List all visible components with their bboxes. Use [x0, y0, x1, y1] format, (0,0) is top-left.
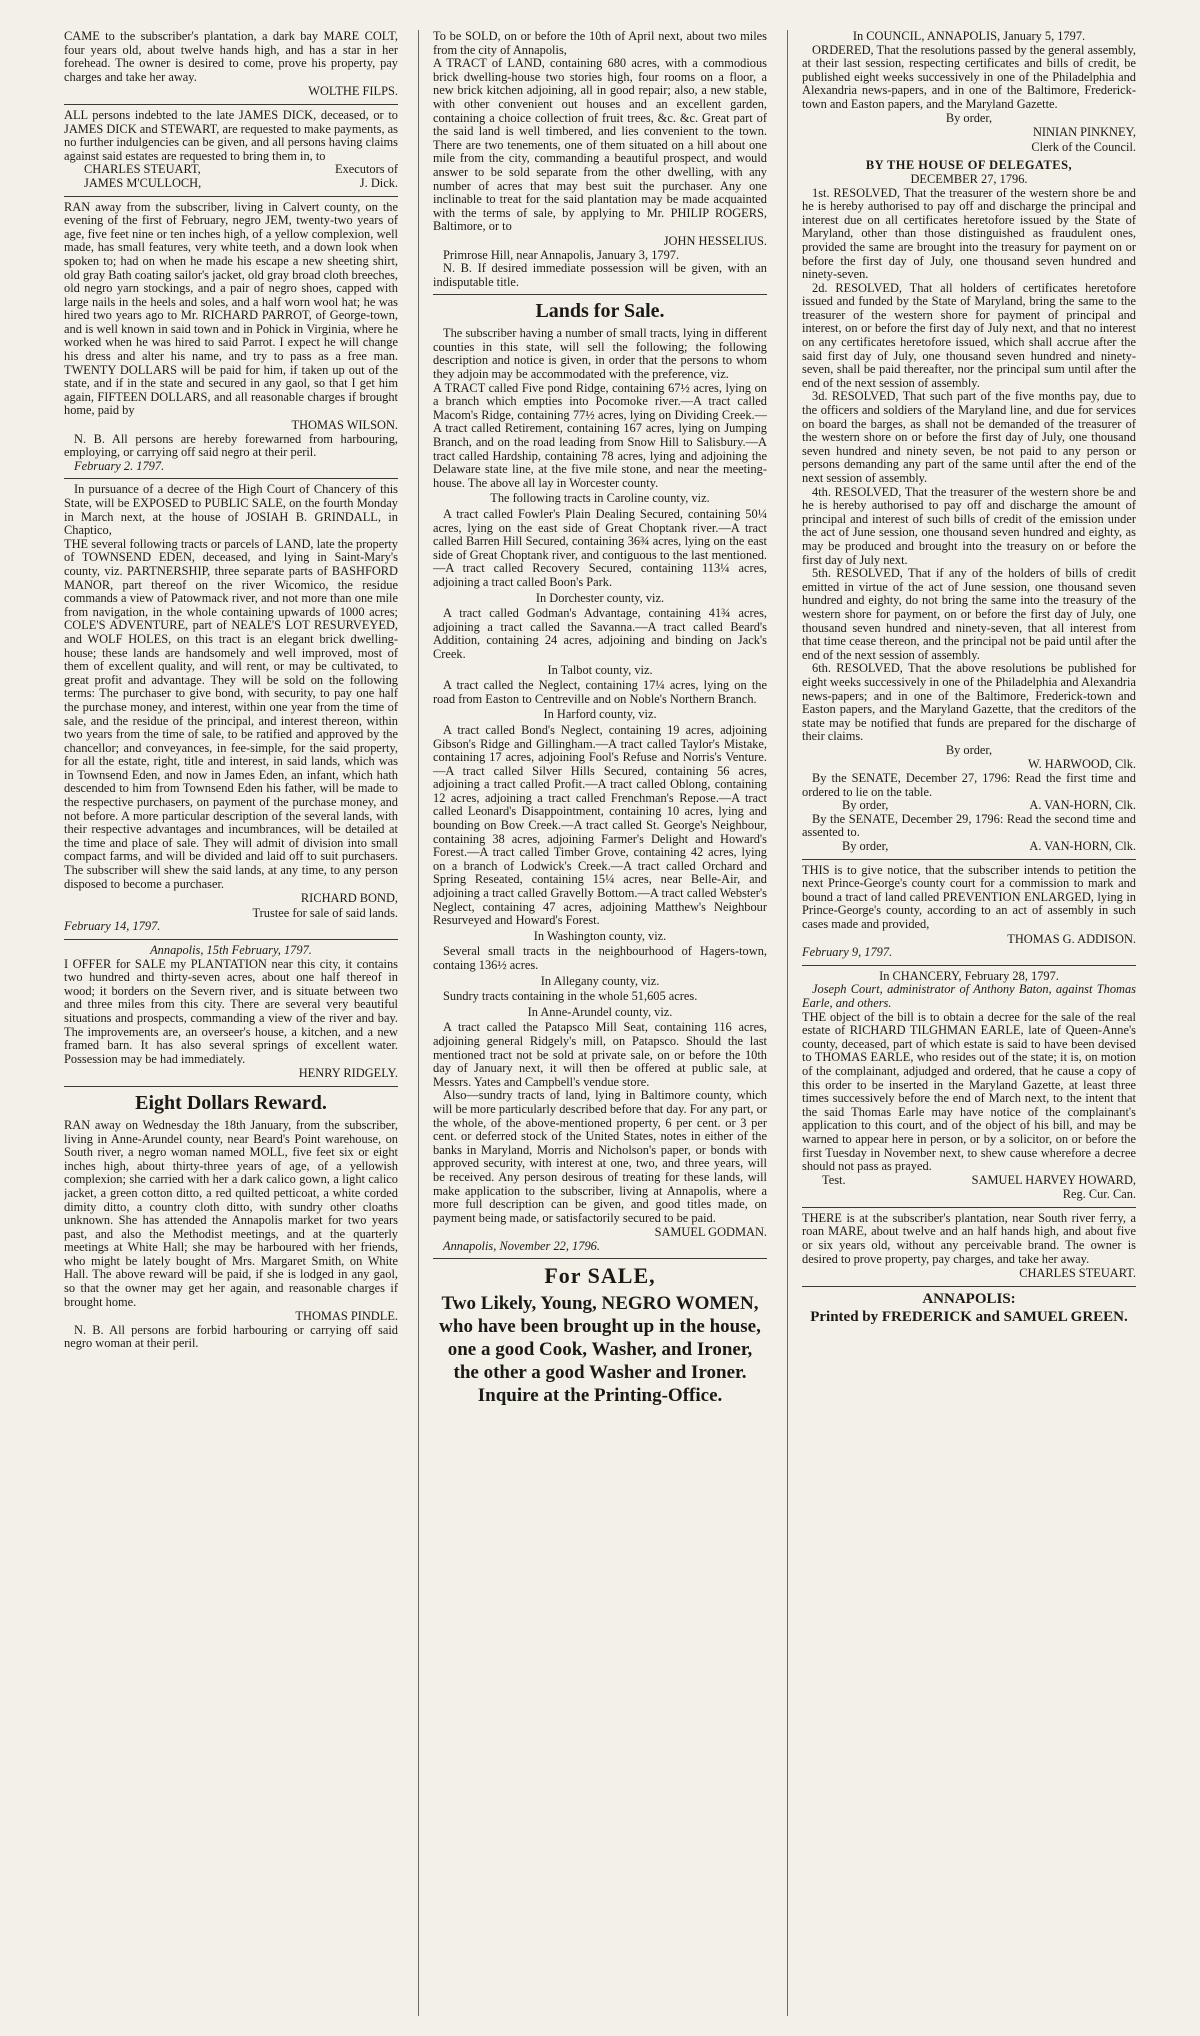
ad-text: I OFFER for SALE my PLANTATION near this city, it contains two hundred and thirty-seven acres, about one half thereof in wood; it borders on the Severn river, and is situate between two and three miles from this city. There are several very beautiful situations and prospects, commanding a view of the river and bay. The improvements are, an overseer's house, a kitchen, and a new framed barn. It has also several springs of excellent water. Possession may be had immediately.	[64, 956, 398, 1066]
ad-signature: THOMAS PINDLE.	[295, 1309, 398, 1324]
resolution-3: 3d. RESOLVED, That such part of the five months pay, due to the officers and soldiers of the Maryland line, and due for services on board the barges, as shall not be demanded of the treasurer of the western shore on or before the first day of July, one thousand seven hundred and ninety seven, be not paid to any person or persons demanding any part of the same until after the end of the next session of assembly.	[802, 389, 1136, 485]
ad-signature: WOLTHE FILPS.	[308, 84, 398, 99]
divider	[802, 965, 1136, 966]
executor-role: Executors of	[335, 162, 398, 177]
ad-text: CAME to the subscriber's plantation, a dark bay MARE COLT, four years old, about twelve hands high, and has a star in her forehead. The owner is desired to come, prove his property, pay charges and take her away.	[64, 30, 398, 84]
divider	[64, 1086, 398, 1087]
ad-ridgely-plantation	[64, 944, 398, 1081]
resolution-2: 2d. RESOLVED, That all holders of certificates heretofore issued and funded by the State of Maryland, bring the same to the treasurer of the western shore for payment of principal and interest, on or before the first day of July next, and that no interest on any certificates heretofore issued, which shall accrue after the said first day of July, one thousand seven hundred and ninety-seven, shall be paid thereafter, nor the principal sum until after the end of the next session of assembly.	[802, 280, 1136, 390]
senate-note: By the SENATE, December 27, 1796: Read the first time and ordered to lie on the table.	[802, 771, 1136, 799]
ad-house-of-delegates	[802, 159, 1136, 853]
harford-tracts: A tract called Bond's Neglect, containing 19 acres, adjoining Gibson's Ridge and Gillingham.—A tract called Taylor's Mistake, containing 17 acres, adjoining Fool's Refuse and Norris's Venture.—A tract called Silver Hills Secured, containing 56 acres, adjoining a tract called Profit.—A tract called Oblong, containing 12 acres, adjoining a tract called Frenchman's Repose.—A tract called Leonard's Disappointment, containing 10 acres, lying and bounding on Bow Creek.—A tract called St. George's Neighbour, containing 38 acres, adjoining Farmer's Delight and Howard's Forest.—A tract called Timber Grove, containing 42 acres, lying on a branch of Lodwick's Creek.—A tract called Orchard and Spring Reseated, containing 15¼ acres, near Belle-Air, and adjoining a tract called Gravelly Bottom.—A tract called Webster's Neglect, containing 47 acres, adjoining Matthew's Neighbour Resurveyed and Howard's Forest.	[433, 722, 767, 928]
divider	[433, 1258, 767, 1259]
ad-date: DECEMBER 27, 1796.	[910, 171, 1028, 186]
ad-signature: NINIAN PINKNEY,	[1032, 125, 1136, 140]
ad-eight-dollars-reward	[64, 1091, 398, 1351]
column-middle	[418, 30, 767, 2016]
ad-date: February 9, 1797.	[802, 945, 893, 960]
ad-text: THIS is to give notice, that the subscriber intends to petition the next Prince-George's county court for a commission to mark and bound a tract of land called PREVENTION ENLARGED, lying in Prince-George's county, according to an act of assembly in such cases made and provided,	[802, 862, 1136, 931]
signature-line	[802, 1174, 1136, 1188]
divider	[64, 104, 398, 105]
by-order: By order,	[945, 110, 993, 125]
ad-text: ORDERED, That the resolutions passed by the general assembly, at their last session, respecting certificates and bills of credit, be published eight weeks successively in one of the Philadelphia and Alexandria news-papers, and in one of the Baltimore, Frederick-town and Easton papers, and the Maryland Gazette.	[802, 42, 1136, 111]
ad-heading: For SALE,	[544, 1263, 656, 1289]
ad-signature-role: Trustee for sale of said lands.	[252, 905, 398, 920]
divider	[64, 939, 398, 940]
resolution-1: 1st. RESOLVED, That the treasurer of the western shore be and he is hereby authorised to pay off and discharge the principal and interest due on all certificates heretofore issued by the State of Maryland, other than those distinguished as fraudulent ones, provided the same are brought into the treasury for payment on or before the first day of July, one thousand seven hundred and ninety-seven.	[802, 185, 1136, 282]
ad-intro: To be SOLD, on or before the 10th of April next, about two miles from the city of Annapolis,	[433, 30, 767, 57]
ad-text: Two Likely, Young, NEGRO WOMEN, who have been brought up in the house, one a good Cook, Washer, and Ironer, the other a good Washer and Ironer. Inquire at the Printing-Office.	[439, 1293, 761, 1407]
ad-place-date: Primrose Hill, near Annapolis, January 3, 1797.	[443, 247, 680, 262]
ad-runaway-jem	[64, 201, 398, 474]
ad-signature: SAMUEL HARVEY HOWARD,	[971, 1172, 1136, 1187]
ad-intro: The subscriber having a number of small tracts, lying in different counties in this state, will sell the following; the following description and notice is given, in order that the persons to whom they adjoin may be accommodated with the preference, viz.	[433, 326, 767, 382]
ad-signature: A. VAN-HORN, Clk.	[1029, 839, 1136, 854]
county-heading: In Harford county, viz.	[543, 707, 657, 722]
county-heading: In Anne-Arundel county, viz.	[527, 1004, 673, 1019]
ad-signature-role: Clerk of the Council.	[1031, 139, 1136, 154]
ad-hesselius-land	[433, 30, 767, 289]
caroline-tracts: A tract called Fowler's Plain Dealing Secured, containing 50¼ acres, lying on the east side of Great Choptank river.—A tract called Barren Hill Secured, containing 36¾ acres, lying on the east side of Great Choptank river, and contiguous to the last mentioned.—A tract called Recovery Secured, containing 113¼ acres, adjoining a tract called Boon's Park.	[433, 507, 767, 589]
by-order: By order,	[842, 798, 889, 813]
ad-signature: W. HARWOOD, Clk.	[1028, 757, 1136, 772]
ad-text: A TRACT of LAND, containing 680 acres, with a commodious brick dwelling-house two stories high, four rooms on a floor, a new brick kitchen adjoining, all in good repair; also, a new stable, with other convenient out houses and an excellent garden, containing a choice collection of fruit trees, &c. &c. Great part of the said land is well timbered, and lies convenient to the town. There are two tenements, one of them situated on a hill about one mile from the city, commanding a beautiful prospect, and would answer to be sold separate from the other dwelling, with any number of acres that may best suit the purchaser. Any one inclinable to treat for the said plantation may be made acquainted with the terms of sale, by applying to Mr. PHILIP ROGERS, Baltimore, or to	[433, 56, 767, 234]
ad-heading: Lands for Sale.	[535, 300, 665, 323]
ad-text: RAN away from the subscriber, living in Calvert county, on the evening of the first of February, negro JEM, twenty-two years of age, five feet nine or ten inches high, of a yellow complexion, well made, has small features, very white teeth, and a down look when spoken to; had on when he made his escape a new sheeting shirt, old gray Bath coating sailor's jacket, old gray broad cloth breeches, old negro yarn stockings, and a pair of negro shoes, capped with large nails in the heels and soles, and a half worn wool hat; he was hired two years ago to Mr. RICHARD PARROT, of George-town, and is well known in said town and in Pohick in Virginia, where he worked when he was hired to said Parrot. I expect he will change his dress and alter his name, and try to pass as a free man. TWENTY DOLLARS will be paid for him, if taken up out of the state, and if in the state and secured in any gaol, so that I get him again, FIFTEEN DOLLARS, and all reasonable charges if brought home, paid by	[64, 199, 398, 418]
washington-tracts: Several small tracts in the neighbourhood of Hagers-town, containg 136½ acres.	[433, 944, 767, 972]
ad-chancery	[802, 970, 1136, 1202]
ad-dick-estate	[64, 109, 398, 191]
ad-dateline: Annapolis, 15th February, 1797.	[150, 943, 312, 957]
ad-date: February 14, 1797.	[64, 919, 161, 934]
county-heading: In Talbot county, viz.	[547, 662, 653, 677]
resolution-6: 6th. RESOLVED, That the above resolutions be published for eight weeks successively in one of the Philadelphia and Alexandria news-papers; and in one of the Baltimore, Frederick-town and Easton papers, and the Maryland Gazette, that the creditors of the state may be notified that funds are prepared for the discharge of their claims.	[802, 661, 1136, 744]
worcester-tracts: A TRACT called Five pond Ridge, containing 67½ acres, lying on a branch which empties into Pocomoke river.—A tract called Macom's Ridge, containing 77½ acres, lying on Dividing Creek.—A tract called Retirement, containing 167 acres, lying on Jumping Branch, and on the road leading from Snow Hill to Salisbury.—A tract called Hardship, containing 78 acres, lying and adjoining the Delaware state line, at the five mile stone, and near the meeting-house. The above all lay in Worcester county.	[433, 380, 767, 490]
ad-heading: In CHANCERY, February 28, 1797.	[879, 968, 1059, 983]
ad-signature: RICHARD BOND,	[300, 891, 398, 906]
columns	[64, 30, 1136, 2016]
ad-signature: JOHN HESSELIUS.	[663, 233, 767, 248]
ad-council-order	[802, 30, 1136, 154]
ad-signature: SAMUEL GODMAN.	[654, 1225, 767, 1240]
signature-block	[84, 163, 398, 177]
ad-signature: CHARLES STEUART.	[1019, 1266, 1136, 1281]
resolution-4: 4th. RESOLVED, That the treasurer of the western shore be and he is hereby authorised to pay off and discharge the amount of principal and interest of such bills of credit of the emission under the act of June session, one thousand seven hundred and eighty, as may be produced and brought into the treasury on or before the first day of July next.	[802, 484, 1136, 567]
ad-note: N. B. All persons are forbid harbouring or carrying off said negro woman at their peril.	[64, 1322, 398, 1351]
ad-heading: Eight Dollars Reward.	[135, 1091, 327, 1114]
imprint-printer: Printed by FREDERICK and SAMUEL GREEN.	[810, 1308, 1128, 1325]
ad-date: Annapolis, November 22, 1796.	[443, 1238, 600, 1253]
imprint-city: ANNAPOLIS:	[922, 1290, 1016, 1307]
county-heading: The following tracts in Caroline county, viz.	[490, 491, 710, 506]
ad-text: THERE is at the subscriber's plantation, near South river ferry, a roan MARE, about twelve and an half hands high, and about five or six years old, without any perceivable brand. The owner is desired to prove property, pay charges, and take her away.	[802, 1210, 1136, 1266]
ad-for-sale-negro-women	[433, 1263, 767, 1407]
ad-addison-petition	[802, 864, 1136, 960]
divider	[64, 196, 398, 197]
ad-eden-lands	[64, 483, 398, 934]
divider	[433, 294, 767, 295]
ad-stray-mare	[802, 1212, 1136, 1281]
ad-signature: THOMAS WILSON.	[291, 418, 398, 433]
county-heading: In Washington county, viz.	[533, 928, 667, 943]
ad-signature-role: Reg. Cur. Can.	[1062, 1187, 1136, 1202]
signature-line	[802, 799, 1136, 813]
ad-text: ALL persons indebted to the late JAMES DICK, deceased, or to JAMES DICK and STEWART, are requested to make payments, as no further indulgencies can be given, and all persons having claims against said estates are requested to bring them in, to	[64, 107, 398, 163]
ad-intro: In pursuance of a decree of the High Court of Chancery of this State, will be EXPOSED to PUBLIC SALE, on the fourth Monday in March next, at the house of JOSIAH B. GRINDALL, in Chaptico,	[64, 482, 398, 538]
ad-heading: In COUNCIL, ANNAPOLIS, January 5, 1797.	[852, 30, 1086, 43]
county-heading: In Allegany county, viz.	[540, 973, 660, 988]
ad-text: THE several following tracts or parcels of LAND, late the property of TOWNSEND EDEN, deceased, and lying in Saint-Mary's county, viz. PARTNERSHIP, three separate parts of BASHFORD MANOR, part thereof on the river Wicomico, the residue commands a view of Patowmack river, and not more than one mile from navigation, in the whole containing upwards of 1000 acres; COLE'S ADVENTURE, part of NEALE'S LOT RESURVEYED, and WOLF HOLES, on this tract is an elegant brick dwelling-house; these lands are handsomely and well improved, most of them of excellent quality, and will rent, or may be cultivated, to great profit and advantage. They will be sold on the following terms: The purchaser to give bond, with security, to pay one half the purchase money, and interest, within one year from the time of sale, and the residue of the principal, and interest thereon, within two years from the time of sale, to be ratified and approved by the chancellor; and conveyances, in fee-simple, for the said property, for all the estate, right, title and interest, in said lands, which was in Townsend Eden, and now in James Eden, an infant, which hath descended to him from Townsend Eden his father, will be made to the respective purchasers, on payment of the purchase money, and not before. A more particular description of the several lands, with their respective advantages and incumbrances, will be detailed at the time and place of sale. They will admit of division into small compact farms, and will be divided and laid off to suit purchasers. The subscriber will shew the said lands, at any time, to any person disposed to become a purchaser.	[64, 536, 398, 891]
ad-stray-colt	[64, 30, 398, 99]
signature-line	[802, 840, 1136, 854]
printer-imprint	[802, 1286, 1136, 1326]
column-left	[64, 30, 398, 2016]
ad-text: RAN away on Wednesday the 18th January, from the subscriber, living in Anne-Arundel county, near Beard's Point warehouse, on South river, a negro woman named MOLL, five feet six or eight inches high, about thirty-three years of age, of a yellowish complexion; she carried with her a dark calico gown, a light calico jacket, a green cotton ditto, a red quilted petticoat, a white corded dimity ditto, a country cloth ditto, with sundry other cloaths unknown. She has attended the Annapolis market for two years past, and also the Methodist meetings, and at the quarterly meetings at White Hall; she may be harboured with her friends, who might be lately bought of Mrs. Margaret Smith, on White Hall. The above reward will be paid, if she is lodged in any gaol, so that the owner may get her again, and reasonable charges if brought home.	[64, 1117, 398, 1309]
resolution-5: 5th. RESOLVED, That if any of the holders of bills of credit emitted in virtue of the act of June session, one thousand seven hundred and eighty, do not bring the same into the treasury of the western shore for payment, on or before the first day of July, one thousand seven hundred and ninety-seven, that all interest from that time cease thereon, and the principal not be paid until after the end of the next session of assembly.	[802, 566, 1136, 662]
dorchester-tracts: A tract called Godman's Advantage, containing 41¾ acres, adjoining a tract called the Savanna.—A tract called Beard's Addition, containing 24 acres, adjoining and binding on Jack's Creek.	[433, 606, 767, 661]
senate-note: By the SENATE, December 29, 1796: Read the second time and assented to.	[802, 811, 1136, 840]
ad-text: THE object of the bill is to obtain a decree for the sale of the real estate of RICHARD TILGHMAN EARLE, late of Queen-Anne's county, deceased, part of which estate is said to have been devised to THOMAS EARLE, who resides out of the state; it is, on motion of the complainant, adjudged and ordered, that he cause a copy of this order to be inserted in the Maryland Gazette, at least three times successively before the end of March next, to the intent that the said Thomas Earle may have notice of the complainant's application to this court, and of the object of his bill, and may be warned to appear here in person, or by a solicitor, on or before the first Tuesday in November next, to shew cause wherefore a decree should not pass as prayed.	[802, 1009, 1136, 1174]
executor-role: J. Dick.	[359, 175, 398, 190]
test-label: Test.	[822, 1172, 846, 1187]
anne-arundel-tracts: A tract called the Patapsco Mill Seat, containing 116 acres, adjoining general Ridgely's mill, on Patapsco. Should the last mentioned tract not be sold at private sale, on or before the 10th day of January next, it will then be offered at public sale, at Messrs. Yates and Campbell's vendue store.	[433, 1020, 767, 1089]
executor-name: JAMES M'CULLOCH,	[84, 175, 202, 190]
ad-note: N. B. All persons are hereby forewarned from harbouring, employing, or carrying off said negro at their peril.	[64, 431, 398, 460]
executor-name: CHARLES STEUART,	[84, 162, 201, 177]
signature-block	[84, 177, 398, 191]
ad-lands-for-sale	[433, 299, 767, 1253]
column-right	[787, 30, 1136, 2016]
ad-date: February 2. 1797.	[74, 458, 165, 473]
ad-heading: BY THE HOUSE OF DELEGATES,	[865, 158, 1073, 173]
ad-note: N. B. If desired immediate possession will be given, with an indisputable title.	[433, 261, 767, 289]
ad-signature: THOMAS G. ADDISON.	[1007, 931, 1136, 946]
divider	[802, 1207, 1136, 1208]
by-order: By order,	[842, 839, 889, 854]
ad-signature: A. VAN-HORN, Clk.	[1029, 798, 1136, 813]
by-order: By order,	[945, 742, 993, 757]
allegany-tracts: Sundry tracts containing in the whole 51,605 acres.	[443, 989, 698, 1004]
divider	[802, 859, 1136, 860]
case-parties: Joseph Court, administrator of Anthony Baton, against Thomas Earle, and others.	[802, 982, 1136, 1010]
county-heading: In Dorchester county, viz.	[535, 590, 665, 605]
divider	[64, 478, 398, 479]
talbot-tracts: A tract called the Neglect, containing 17¼ acres, lying on the road from Easton to Centreville and on Noble's Northern Branch.	[433, 678, 767, 706]
additional-tracts: Also—sundry tracts of land, lying in Baltimore county, which will be more particularly described before that day. For any part, or the whole, of the above-mentioned property, 6 per cent. or 3 per cent. or deferred stock of the United States, notes in either of the banks in Maryland, Morris and Nicholson's paper, or bonds with approved security, with interest at one, two, and three years, will be received. Any person desirous of treating for these lands, will make application to the subscriber, living at Annapolis, where a more full description can be given, and good titles made, on payment being made, or satisfactorily secured to be paid.	[433, 1088, 767, 1225]
ad-signature: HENRY RIDGELY.	[298, 1066, 398, 1081]
